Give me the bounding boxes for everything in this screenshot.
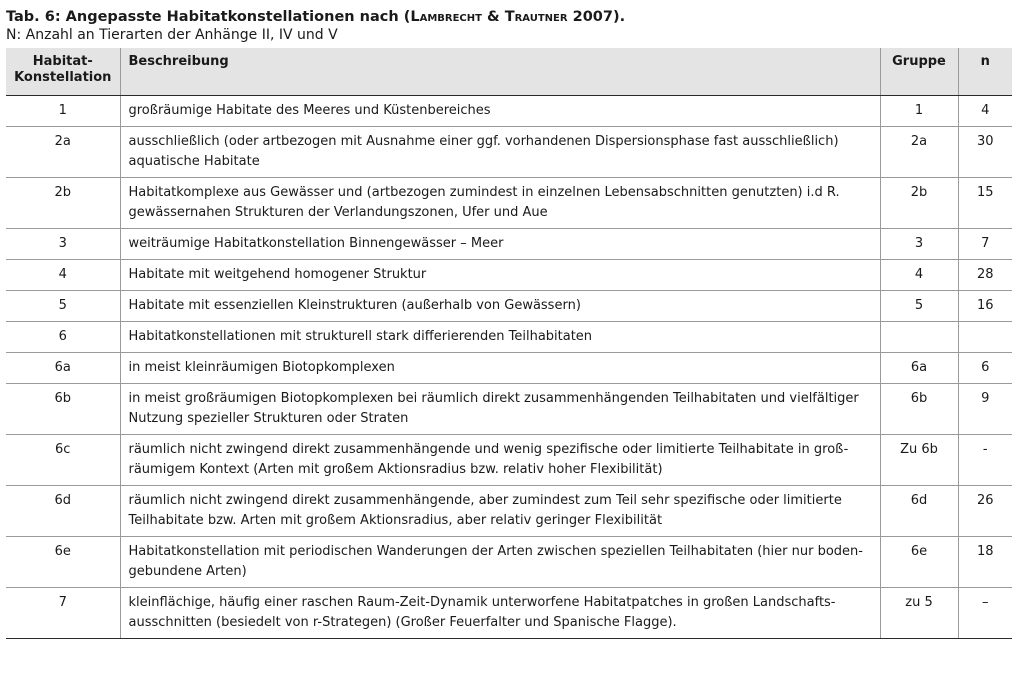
caption-title-suffix: 2007).: [567, 9, 626, 25]
cell-beschreibung: ausschließlich (oder artbezogen mit Ausnahme einer ggf. vorhandenen Dispersionsphase fast ausschließlich) aquatische Habitate: [120, 127, 880, 178]
cell-n: 15: [958, 178, 1012, 229]
table-row: [6, 127, 1012, 178]
cell-n: 9: [958, 384, 1012, 435]
cell-beschreibung: Habitatkomplexe aus Gewässer und (artbezogen zumindest in einzelnen Lebensabschnitten genutzten) i.d R. gewässernahen Strukturen der Verlandungszonen, Ufer und Aue: [120, 178, 880, 229]
cell-habitat-konstellation: 2b: [6, 178, 120, 229]
cell-n: 6: [958, 353, 1012, 384]
cell-n: [958, 322, 1012, 353]
caption-title-prefix: Tab. 6: Angepasste Habitatkonstellationen nach (: [6, 9, 411, 25]
table-caption-title: [6, 8, 1012, 26]
cell-n: 28: [958, 260, 1012, 291]
cell-beschreibung: Habitate mit weitgehend homogener Struktur: [120, 260, 880, 291]
cell-habitat-konstellation: 7: [6, 588, 120, 639]
cell-habitat-konstellation: 6d: [6, 486, 120, 537]
cell-gruppe: [880, 322, 958, 353]
cell-habitat-konstellation: 2a: [6, 127, 120, 178]
table-row: [6, 486, 1012, 537]
cell-habitat-konstellation: 6a: [6, 353, 120, 384]
cell-n: –: [958, 588, 1012, 639]
cell-n: -: [958, 435, 1012, 486]
cell-beschreibung: räumlich nicht zwingend direkt zusammenhängende, aber zumindest zum Teil sehr spezifische oder limitierte Teilhabitate bzw. Arten mit großem Aktionsradius, aber relativ geringer Flexibilität: [120, 486, 880, 537]
cell-gruppe: 1: [880, 96, 958, 127]
table-row: [6, 322, 1012, 353]
cell-gruppe: 5: [880, 291, 958, 322]
cell-habitat-konstellation: 6b: [6, 384, 120, 435]
cell-gruppe: 2b: [880, 178, 958, 229]
table-caption-subtitle: N: Anzahl an Tierarten der Anhänge II, IV und V: [6, 27, 338, 43]
cell-habitat-konstellation: 6: [6, 322, 120, 353]
cell-n: 16: [958, 291, 1012, 322]
table-row: [6, 96, 1012, 127]
table-header: [6, 48, 1012, 96]
header-habitat-konstellation: [6, 48, 120, 96]
cell-gruppe: 6e: [880, 537, 958, 588]
cell-beschreibung: Habitate mit essenziellen Kleinstrukturen (außerhalb von Gewässern): [120, 291, 880, 322]
cell-gruppe: 6a: [880, 353, 958, 384]
cell-habitat-konstellation: 4: [6, 260, 120, 291]
cell-gruppe: Zu 6b: [880, 435, 958, 486]
cell-n: 30: [958, 127, 1012, 178]
cell-gruppe: 6d: [880, 486, 958, 537]
cell-n: 26: [958, 486, 1012, 537]
cell-habitat-konstellation: 3: [6, 229, 120, 260]
cell-habitat-konstellation: 6c: [6, 435, 120, 486]
cell-beschreibung: in meist kleinräumigen Biotopkomplexen: [120, 353, 880, 384]
header-code-line1: Habitat-: [32, 54, 93, 69]
table-row: [6, 588, 1012, 639]
cell-beschreibung: großräumige Habitate des Meeres und Küstenbereiches: [120, 96, 880, 127]
header-n: n: [958, 48, 1012, 96]
cell-n: 7: [958, 229, 1012, 260]
table-row: [6, 178, 1012, 229]
header-gruppe: Gruppe: [880, 48, 958, 96]
table-row: [6, 229, 1012, 260]
cell-beschreibung: in meist großräumigen Biotopkomplexen bei räumlich direkt zusammenhängenden Teilhabitaten und vielfältiger Nutzung spezieller Strukturen oder Straten: [120, 384, 880, 435]
header-code-line2: Konstellation: [14, 70, 112, 85]
cell-beschreibung: Habitatkonstellation mit periodischen Wanderungen der Arten zwischen speziellen Teilhabitaten (hier nur boden-gebundene Arten): [120, 537, 880, 588]
cell-beschreibung: kleinflächige, häufig einer raschen Raum-Zeit-Dynamik unterworfene Habitatpatches in großen Landschafts-ausschnitten (besiedelt von r-Strategen) (Großer Feuerfalter und Spanische Flagge).: [120, 588, 880, 639]
table-row: [6, 384, 1012, 435]
cell-n: 4: [958, 96, 1012, 127]
cell-beschreibung: Habitatkonstellationen mit strukturell stark differierenden Teilhabitaten: [120, 322, 880, 353]
habitat-table: [6, 48, 1012, 639]
caption-title-authors: Lambrecht & Trautner: [410, 9, 568, 25]
table-row: [6, 291, 1012, 322]
header-row: [6, 48, 1012, 96]
cell-habitat-konstellation: 1: [6, 96, 120, 127]
table-row: [6, 435, 1012, 486]
table-row: [6, 537, 1012, 588]
cell-gruppe: 2a: [880, 127, 958, 178]
cell-habitat-konstellation: 6e: [6, 537, 120, 588]
cell-n: 18: [958, 537, 1012, 588]
cell-gruppe: 6b: [880, 384, 958, 435]
cell-beschreibung: weiträumige Habitatkonstellation Binnengewässer – Meer: [120, 229, 880, 260]
table-row: [6, 260, 1012, 291]
cell-habitat-konstellation: 5: [6, 291, 120, 322]
cell-gruppe: 3: [880, 229, 958, 260]
table-row: [6, 353, 1012, 384]
table-body: [6, 96, 1012, 639]
cell-gruppe: zu 5: [880, 588, 958, 639]
cell-beschreibung: räumlich nicht zwingend direkt zusammenhängende und wenig spezifische oder limitierte Teilhabitate in groß-räumigem Kontext (Arten mit großem Aktionsradius bzw. relativ hoher Flexibilität): [120, 435, 880, 486]
cell-gruppe: 4: [880, 260, 958, 291]
header-beschreibung: Beschreibung: [120, 48, 880, 96]
